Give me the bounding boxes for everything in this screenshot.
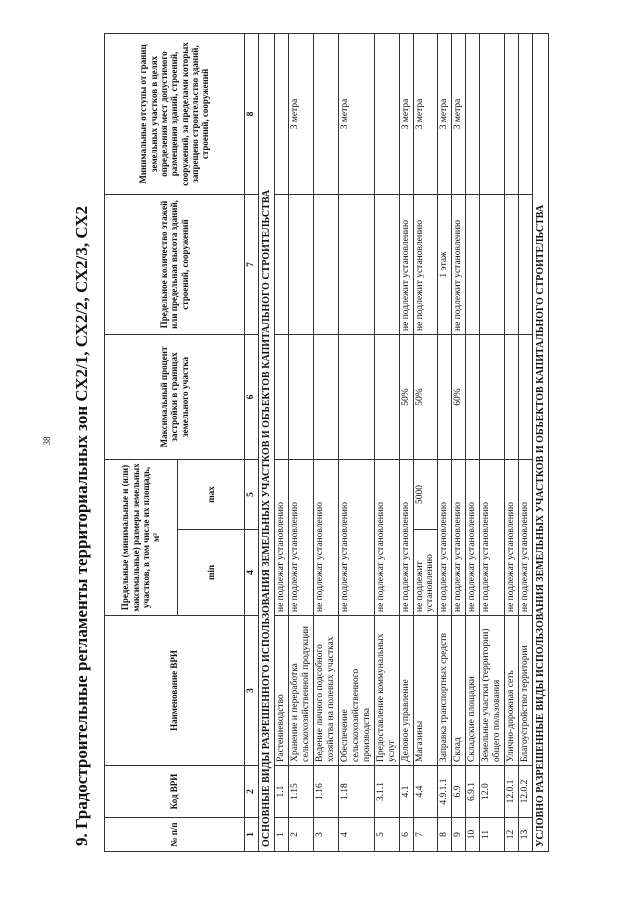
row-percent	[466, 334, 480, 459]
row-size: не подлежат установлению	[339, 459, 375, 615]
table-row	[438, 33, 452, 851]
row-size: не подлежат установлению	[289, 459, 314, 615]
header-min: min	[178, 530, 245, 616]
table-row	[399, 33, 413, 851]
section-conditional-row	[532, 33, 549, 851]
header-percent: Максимальный процент застройки в границах земельного участка	[105, 334, 245, 459]
table-row	[518, 33, 532, 851]
header-code: Код ВРИ	[105, 766, 245, 818]
row-code: 12.0.2	[518, 766, 532, 818]
row-percent	[505, 334, 519, 459]
row-indent	[466, 33, 480, 194]
row-percent: 50%	[413, 334, 438, 459]
row-floors	[314, 194, 339, 334]
row-num: 10	[466, 818, 480, 852]
col-num-4: 4	[245, 530, 259, 616]
row-num: 12	[505, 818, 519, 852]
row-code: 1.16	[314, 766, 339, 818]
row-indent: 3 метра	[399, 33, 413, 194]
header-max: max	[178, 459, 245, 529]
row-size: не подлежат установлению	[399, 459, 413, 615]
row-floors	[466, 194, 480, 334]
row-floors	[480, 194, 505, 334]
row-size: не подлежат установлению	[314, 459, 339, 615]
row-num: 11	[480, 818, 505, 852]
row-floors	[505, 194, 519, 334]
row-floors	[518, 194, 532, 334]
row-num: 5	[374, 818, 399, 852]
header-size: Предельные (минимальные и (или) максимальные) размеры земельных участков, в том числе их площадь, м²	[105, 459, 178, 615]
col-num-1: 1	[245, 818, 259, 852]
row-num: 1	[275, 818, 289, 852]
row-percent	[518, 334, 532, 459]
row-name: Предоставление коммунальных услуг	[374, 616, 399, 766]
row-percent	[480, 334, 505, 459]
row-indent: 3 метра	[413, 33, 438, 194]
row-code: 1.1	[275, 766, 289, 818]
table-row	[339, 33, 375, 851]
row-name: Растениеводство	[275, 616, 289, 766]
table-row	[505, 33, 519, 851]
col-num-3: 3	[245, 616, 259, 766]
row-code: 6.9.1	[466, 766, 480, 818]
section-conditional-heading: УСЛОВНО РАЗРЕШЕННЫЕ ВИДЫ ИСПОЛЬЗОВАНИЯ ЗЕМЕЛЬНЫХ УЧАСТКОВ И ОБЪЕКТОВ КАПИТАЛЬНОГО СТРОИТЕЛЬСТВА	[532, 33, 549, 851]
row-floors	[339, 194, 375, 334]
table-row	[314, 33, 339, 851]
table-row	[374, 33, 399, 851]
row-size: не подлежат установлению	[518, 459, 532, 615]
row-code: 12.0.1	[505, 766, 519, 818]
row-name: Ведение личного подсобного хозяйства на полевых участках	[314, 616, 339, 766]
col-num-5: 5	[245, 459, 259, 529]
table-row	[466, 33, 480, 851]
row-size: не подлежат установлению	[466, 459, 480, 615]
regulations-table-wrapper	[104, 34, 624, 852]
row-size: не подлежат установлению	[438, 459, 452, 615]
regulations-table	[104, 33, 549, 852]
row-indent	[480, 33, 505, 194]
col-num-6: 6	[245, 334, 259, 459]
row-num: 4	[339, 818, 375, 852]
header-num: № п/п	[105, 818, 245, 852]
row-indent	[275, 33, 289, 194]
row-code: 6.9	[452, 766, 466, 818]
row-percent: 50%	[399, 334, 413, 459]
row-percent	[339, 334, 375, 459]
row-percent	[289, 334, 314, 459]
row-percent	[438, 334, 452, 459]
row-indent: 3 метра	[438, 33, 452, 194]
table-row	[289, 33, 314, 851]
row-num: 8	[438, 818, 452, 852]
row-max: 5000	[413, 459, 438, 529]
row-floors: 1 этаж	[438, 194, 452, 334]
row-name: Земельные участки (территории) общего пользования	[480, 616, 505, 766]
row-num: 13	[518, 818, 532, 852]
row-name: Обеспечение сельскохозяйственного производства	[339, 616, 375, 766]
header-indent: Минимальные отступы от границ земельных участков в целях определения мест допустимого размещения зданий, строений, сооружений, за пределами которых запрещено строительство зданий, строений, сооружений	[105, 33, 245, 194]
row-code: 1.18	[339, 766, 375, 818]
row-num: 6	[399, 818, 413, 852]
row-indent	[374, 33, 399, 194]
header-floors: Предельное количество этажей или предельная высота зданий, строений, сооружений	[105, 194, 245, 334]
row-name: Магазины	[413, 616, 438, 766]
row-indent	[314, 33, 339, 194]
row-code: 1.15	[289, 766, 314, 818]
row-floors	[289, 194, 314, 334]
table-row	[275, 33, 289, 851]
section-main-heading: ОСНОВНЫЕ ВИДЫ РАЗРЕШЕННОГО ИСПОЛЬЗОВАНИЯ ЗЕМЕЛЬНЫХ УЧАСТКОВ И ОБЪЕКТОВ КАПИТАЛЬНОГО СТРОИТЕЛЬСТВА	[258, 33, 275, 851]
row-code: 12.0	[480, 766, 505, 818]
row-floors: не подлежит установлению	[413, 194, 438, 334]
col-num-7: 7	[245, 194, 259, 334]
row-size: не подлежат установлению	[275, 459, 289, 615]
row-num: 9	[452, 818, 466, 852]
row-floors: не подлежит установлению	[452, 194, 466, 334]
row-code: 4.4	[413, 766, 438, 818]
header-name: Наименование ВРИ	[105, 616, 245, 766]
rotated-document	[64, 34, 624, 852]
row-indent	[505, 33, 519, 194]
row-floors	[275, 194, 289, 334]
row-name: Заправка транспортных средств	[438, 616, 452, 766]
row-name: Хранение и переработка сельскохозяйственной продукции	[289, 616, 314, 766]
row-code: 3.1.1	[374, 766, 399, 818]
row-indent	[518, 33, 532, 194]
header-row	[105, 33, 178, 851]
section-main-row	[258, 33, 275, 851]
row-code: 4.9.1.1	[438, 766, 452, 818]
row-indent: 3 метра	[289, 33, 314, 194]
row-size: не подлежат установлению	[374, 459, 399, 615]
row-name: Улично-дорожная сеть	[505, 616, 519, 766]
col-num-2: 2	[245, 766, 259, 818]
row-name: Деловое управление	[399, 616, 413, 766]
row-floors: не подлежит установлению	[399, 194, 413, 334]
table-row	[452, 33, 466, 851]
row-code: 4.1	[399, 766, 413, 818]
row-percent: 60%	[452, 334, 466, 459]
document-title: 9. Градостроительные регламенты территориальных зон СХ2/1, СХ2/2, СХ2/3, СХ2	[72, 206, 91, 846]
row-size: не подлежат установлению	[480, 459, 505, 615]
row-floors	[374, 194, 399, 334]
column-numbers-row	[245, 33, 259, 851]
row-indent: 3 метра	[452, 33, 466, 194]
row-name: Благоустройство территории	[518, 616, 532, 766]
row-min: не подлежит установлению	[413, 530, 438, 616]
row-indent: 3 метра	[339, 33, 375, 194]
row-percent	[374, 334, 399, 459]
table-row	[480, 33, 505, 851]
row-size: не подлежат установлению	[505, 459, 519, 615]
table-row	[413, 33, 438, 851]
row-percent	[314, 334, 339, 459]
row-num: 2	[289, 818, 314, 852]
page-number: 38	[42, 436, 52, 446]
row-name: Складские площадки	[466, 616, 480, 766]
row-name: Склад	[452, 616, 466, 766]
col-num-8: 8	[245, 33, 259, 194]
row-size: не подлежат установлению	[452, 459, 466, 615]
row-num: 3	[314, 818, 339, 852]
row-num: 7	[413, 818, 438, 852]
row-percent	[275, 334, 289, 459]
